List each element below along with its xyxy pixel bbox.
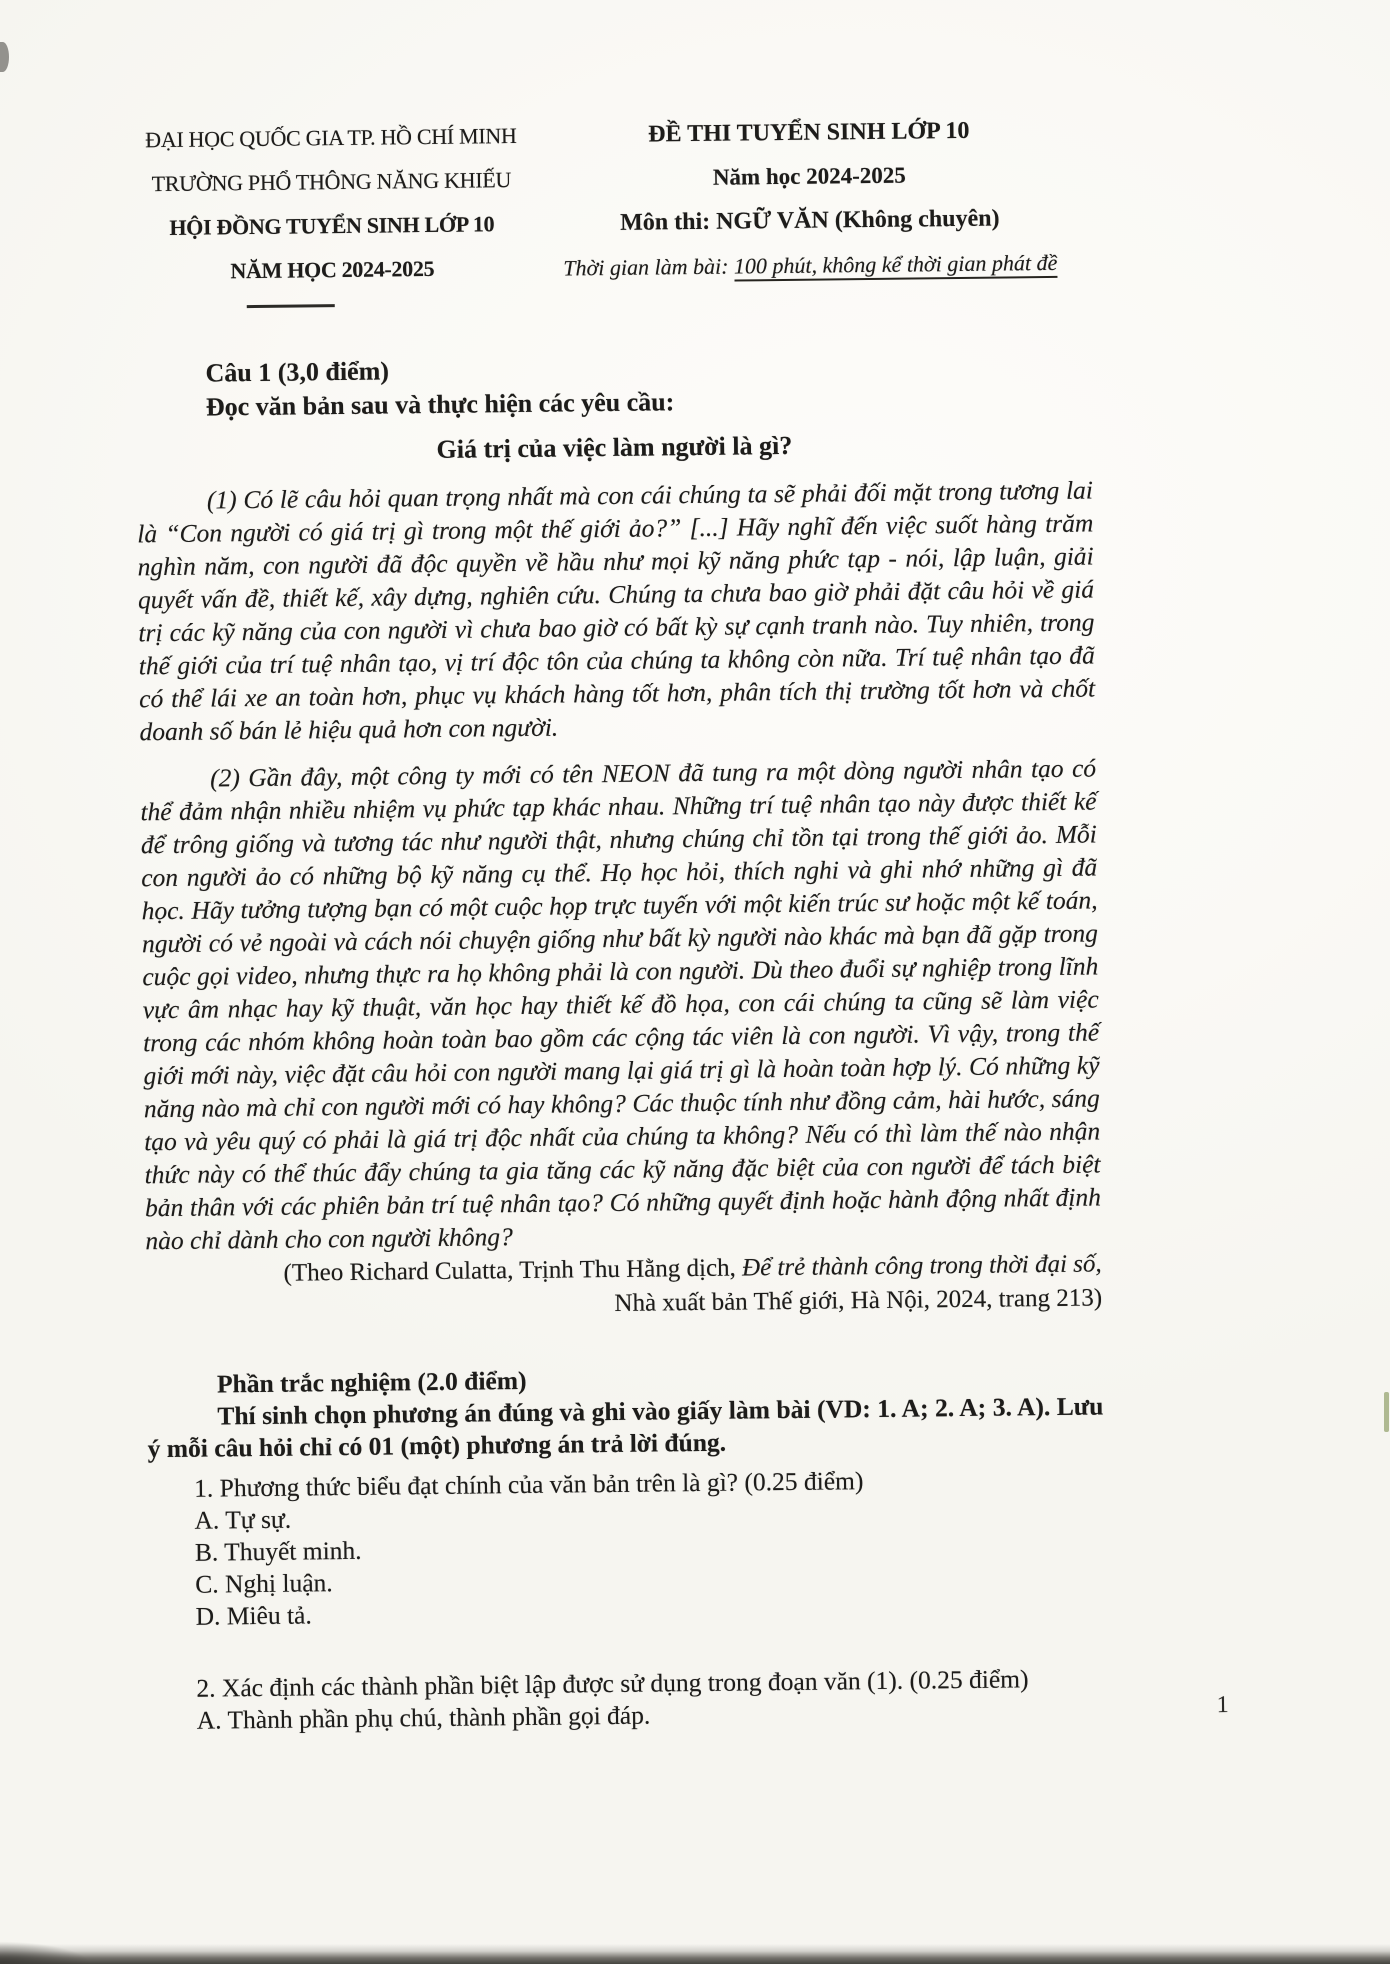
school-name: TRƯỜNG PHỔ THÔNG NĂNG KHIẾU	[151, 167, 512, 197]
school-year: NĂM HỌC 2024-2025	[230, 255, 435, 284]
mc-question-2: 2. Xác định các thành phần biệt lập được sử dụng trong đoạn văn (1). (0.25 điểm)	[196, 1664, 1029, 1703]
page-number: 1	[1216, 1692, 1229, 1719]
mc-q1-option-a: A. Tự sự.	[194, 1504, 292, 1535]
mc-question-1: 1. Phương thức biểu đạt chính của văn bản trên là gì? (0.25 điểm)	[194, 1466, 864, 1503]
university-name: ĐẠI HỌC QUỐC GIA TP. HỒ CHÍ MINH	[145, 122, 517, 153]
question1-heading: Câu 1 (3,0 điểm)	[205, 356, 390, 388]
subject-line: Môn thi: NGỮ VĂN (Không chuyên)	[620, 205, 1000, 236]
mc-section-heading: Phần trắc nghiệm (2.0 điểm)	[216, 1365, 527, 1399]
header-right-block	[529, 108, 1091, 292]
passage-title: Giá trị của việc làm người là gì?	[436, 430, 793, 464]
passage-source-line-2: Nhà xuất bản Thế giới, Hà Nội, 2024, trang 213)	[614, 1284, 1103, 1317]
exam-title: ĐỀ THI TUYỂN SINH LỚP 10	[648, 117, 970, 148]
academic-year: Năm học 2024-2025	[712, 162, 906, 190]
duration-line	[530, 239, 1090, 291]
scan-right-edge-mark	[1384, 1392, 1389, 1432]
source-prefix: (Theo Richard Culatta, Trịnh Thu Hằng dịch,	[283, 1254, 743, 1287]
passage-paragraph-1: (1) Có lẽ câu hỏi quan trọng nhất mà con cái chúng ta sẽ phải đối mặt trong tương lai là “Con người có giá trị gì trong một thế giới ảo?” [...] Hãy nghĩ đến việc suốt hàng trăm nghìn năm, con người đã độc quyền về hầu như mọi kỹ năng phức tạp - nói, lập luận, giải quyết vấn đề, thiết kế, xây dựng, nghiên cứu. Chúng ta chưa bao giờ phải đặt câu hỏi về giá trị các kỹ năng của con người vì chưa bao giờ có bất kỳ sự cạnh tranh nào. Tuy nhiên, trong thế giới của trí tuệ nhân tạo, vị trí độc tôn của chúng ta không còn nữa. Trí tuệ nhân tạo đã có thể lái xe an toàn hơn, phục vụ khách hàng tốt hơn, phân tích thị trường tốt hơn và chốt doanh số bán lẻ hiệu quả hơn con người.	[137, 475, 1096, 747]
mc-q1-option-d: D. Miêu tả.	[195, 1600, 312, 1631]
reading-instruction: Đọc văn bản sau và thực hiện các yêu cầu:	[205, 387, 675, 422]
source-book-title: Để trẻ thành công trong thời đại số,	[741, 1250, 1102, 1282]
duration-underlined: 100 phút, không kể thời gian phát đề	[734, 250, 1058, 282]
mc-q1-option-b: B. Thuyết minh.	[194, 1535, 362, 1567]
scan-bottom-edge	[0, 1944, 1390, 1964]
mc-q1-option-c: C. Nghị luận.	[195, 1568, 333, 1599]
mc-instruction: Thí sinh chọn phương án đúng và ghi vào giấy làm bài (VD: 1. A; 2. A; 3. A). Lưu ý mỗi câu hỏi chỉ có 01 (một) phương án trả lời đúng.	[147, 1391, 1104, 1464]
passage-paragraph-2: (2) Gần đây, một công ty mới có tên NEON đã tung ra một dòng người nhân tạo có thể đảm nhận nhiều nhiệm vụ phức tạp khác nhau. Những trí tuệ nhân tạo này được thiết kế để trông giống và tương tác như người thật, nhưng chúng chỉ tồn tại trong thế giới ảo. Mỗi con người ảo có những bộ kỹ năng cụ thể. Họ học hỏi, thích nghi và ghi nhớ những gì đã học. Hãy tưởng tượng bạn có một cuộc họp trực tuyến với một kiến trúc sư hoặc một kế toán, người có vẻ ngoài và cách nói chuyện giống như bất kỳ người nào khác mà bạn đã gặp trong cuộc gọi video, nhưng thực ra họ không phải là con người. Dù theo đuổi sự nghiệp trong lĩnh vực âm nhạc hay kỹ thuật, văn học hay thiết kế đồ họa, con cái chúng ta cũng sẽ làm việc trong các nhóm không hoàn toàn bao gồm các cộng tác viên là con người. Vì vậy, trong thế giới mới này, việc đặt câu hỏi con người mang lại giá trị gì là hoàn toàn hợp lý. Có những kỹ năng nào mà chỉ con người mới có hay không? Các thuộc tính như đồng cảm, hài hước, sáng tạo và yêu quý có phải là giá trị độc nhất của chúng ta không? Nếu có thì làm thế nào nhận thức này có thể thúc đẩy chúng ta gia tăng các kỹ năng đặc biệt của con người để tách biệt bản thân với các phiên bản trí tuệ nhân tạo? Có những quyết định hoặc hành động nhất định nào chỉ dành cho con người không?	[140, 753, 1102, 1256]
mc-q2-option-a: A. Thành phần phụ chú, thành phần gọi đáp.	[196, 1700, 651, 1735]
document-header	[133, 108, 1091, 310]
header-rule	[247, 304, 335, 308]
header-left-block	[133, 114, 531, 309]
admission-council: HỘI ĐỒNG TUYỂN SINH LỚP 10	[169, 211, 495, 240]
duration-prefix: Thời gian làm bài:	[563, 253, 735, 281]
